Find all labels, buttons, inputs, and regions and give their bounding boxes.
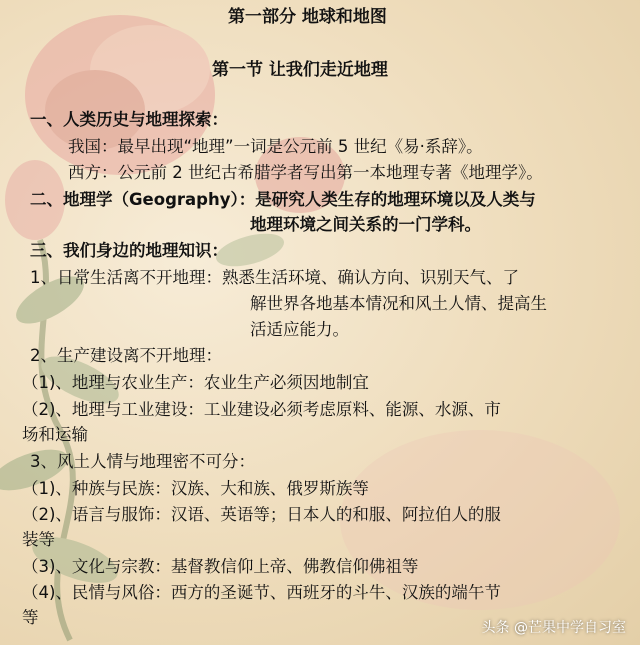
text-china: 我国：最早出现“地理”一词是公元前 5 世纪《易·系辞》。	[68, 137, 483, 156]
part-title: 第一部分 地球和地图	[228, 7, 387, 27]
section-title: 第一节 让我们走近地理	[212, 60, 388, 80]
text-industry: （2)、地理与工业建设：工业建设必须考虑原料、能源、水源、市	[22, 400, 501, 419]
text-folk: （4)、民情与风俗：西方的圣诞节、西班牙的斗牛、汉族的端午节	[22, 583, 501, 602]
text-customs: 3、风土人情与地理密不可分：	[30, 452, 255, 471]
heading-history: 一、人类历史与地理探索：	[30, 110, 228, 129]
text-folk-cont: 等	[22, 608, 39, 627]
text-language-cont: 装等	[22, 530, 55, 549]
text-language: （2)、语言与服饰：汉语、英语等；日本人的和服、阿拉伯人的服	[22, 505, 501, 524]
text-culture: （3)、文化与宗教：基督教信仰上帝、佛教信仰佛祖等	[22, 557, 419, 576]
heading-around-us: 三、我们身边的地理知识：	[30, 241, 228, 260]
text-agriculture: （1)、地理与农业生产：农业生产必须因地制宜	[22, 373, 369, 392]
heading-geography: 二、地理学（Geography）：是研究人类生存的地理环境以及人类与	[30, 190, 536, 209]
text-ethnic: （1)、种族与民族：汉族、大和族、俄罗斯族等	[22, 479, 369, 498]
text-geography-cont: 地理环境之间关系的一门学科。	[250, 215, 481, 234]
text-daily-life-cont2: 活适应能力。	[250, 320, 349, 339]
text-daily-life: 1、日常生活离不开地理：熟悉生活环境、确认方向、识别天气、了	[30, 268, 519, 287]
text-west: 西方：公元前 2 世纪古希腊学者写出第一本地理专著《地理学》。	[68, 163, 543, 182]
text-daily-life-cont1: 解世界各地基本情况和风土人情、提高生	[250, 294, 547, 313]
text-production: 2、生产建设离不开地理：	[30, 346, 222, 365]
text-industry-cont: 场和运输	[22, 425, 88, 444]
watermark: 头条 @芒果中学自习室	[481, 620, 626, 636]
